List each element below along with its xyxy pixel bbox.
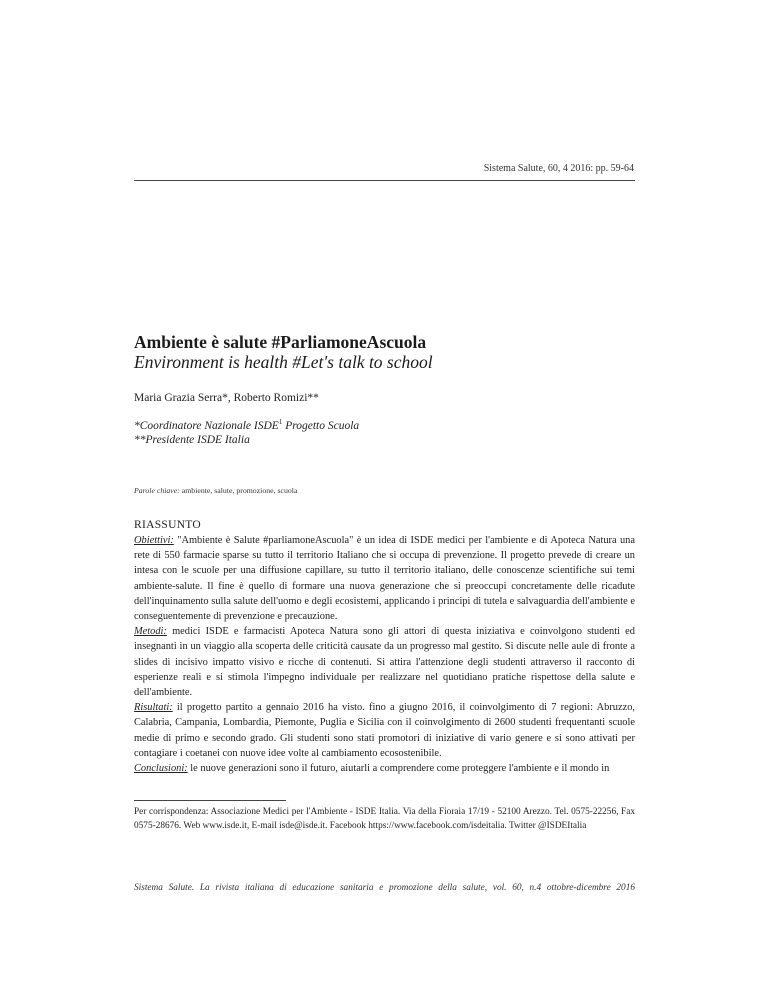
keywords-line	[134, 486, 297, 495]
abstract-objectives	[134, 533, 635, 624]
author-list: Maria Grazia Serra*, Roberto Romizi**	[134, 392, 319, 404]
conclusions-text: le nuove generazioni sono il futuro, aiutarli a comprendere come proteggere l'ambiente e il mondo in	[187, 763, 610, 775]
journal-footer: Sistema Salute. La rivista italiana di educazione sanitaria e promozione della salute, vol. 60, n.4 ottobre-dicembre 2016	[134, 883, 635, 893]
affiliation-1-footnote-mark: 1	[278, 418, 283, 426]
abstract	[134, 517, 635, 776]
affiliation-1-text: *Coordinatore Nazionale ISDE	[134, 419, 279, 432]
objectives-text: "Ambiente è Salute #parliamoneAscuola" è un idea di ISDE medici per l'ambiente e di Apoteca Natura una rete di 550 farmacie sparse su tutto il territorio Italiano che si occupa di prevenzione. Il progetto prevede di creare un intesa con le scuole per una diffusione capillare, su tutto il territorio italiano, delle conoscenze scientifiche sui temi ambiente-salute. Il fine è quello di formare una nuova generazione che si preoccupi concretamente delle ricadute dell'inquinamento sulla salute dell'uomo e degli ecosistemi, applicando i principi di tutela e salvaguardia dell'ambiente e conseguentemente di prevenzione e precauzione.	[134, 535, 635, 623]
header-rule	[134, 180, 635, 181]
methods-text: medici ISDE e farmacisti Apoteca Natura sono gli attori di questa iniziativa e coinvolgono studenti ed insegnanti in un viaggio alla scoperta delle criticità causate da un progresso mal gestito. Si discute nelle aule di fronte a slides di incisivo impatto visivo e ricche di contenuti. Si attira l'attenzione degli studenti attraverso il racconto di esperienze reali e si stimola l'impegno individuale per realizzare nel quotidiano pratiche rispettose della salute e dell'ambiente.	[134, 626, 635, 699]
keywords-label: Parole chiave:	[134, 486, 180, 495]
article-title-english: Environment is health #Let's talk to school	[134, 352, 433, 372]
abstract-methods	[134, 624, 635, 700]
affiliation-2-text: **Presidente ISDE Italia	[134, 434, 250, 446]
abstract-results	[134, 700, 635, 761]
affiliation-1	[134, 418, 359, 432]
keywords-text: ambiente, salute, promozione, scuola	[179, 486, 298, 495]
running-head: Sistema Salute, 60, 4 2016: pp. 59-64	[483, 163, 634, 174]
abstract-conclusions	[134, 761, 635, 776]
affiliation-1-suffix: Progetto Scuola	[282, 419, 360, 432]
footnote-rule	[134, 800, 286, 801]
article-title-italian: Ambiente è salute #ParliamoneAscuola	[134, 332, 427, 352]
correspondence-footnote: Per corrispondenza: Associazione Medici per l'Ambiente - ISDE Italia. Via della Fioraia 17/19 - 52100 Arezzo. Tel. 0575-22256, Fax 0575-28676. Web www.isde.it, E-mail isde@isde.it. Facebook https://www.facebook.com/isdeitalia. Twitter @ISDEItalia	[134, 807, 635, 831]
objectives-label: Obiettivi:	[134, 535, 174, 546]
methods-label: Metodi:	[134, 626, 167, 638]
affiliation-2	[134, 434, 250, 446]
results-text: il progetto partito a gennaio 2016 ha visto. fino a giugno 2016, il coinvolgimento di 7 regioni: Abruzzo, Calabria, Campania, Lombardia, Piemonte, Puglia e Sicilia con il coinvolgimento di 2600 studenti frequentanti scuole medie di primo e secondo grado. Gli studenti sono stati promotori di iniziative di vario genere e si sono attivati per contagiare i coetanei con nuove idee volte al cambiamento ecosostenibile.	[134, 702, 635, 759]
results-label: Risultati:	[134, 702, 173, 714]
abstract-heading: RIASSUNTO	[134, 519, 202, 531]
conclusions-label: Conclusioni:	[134, 763, 188, 775]
